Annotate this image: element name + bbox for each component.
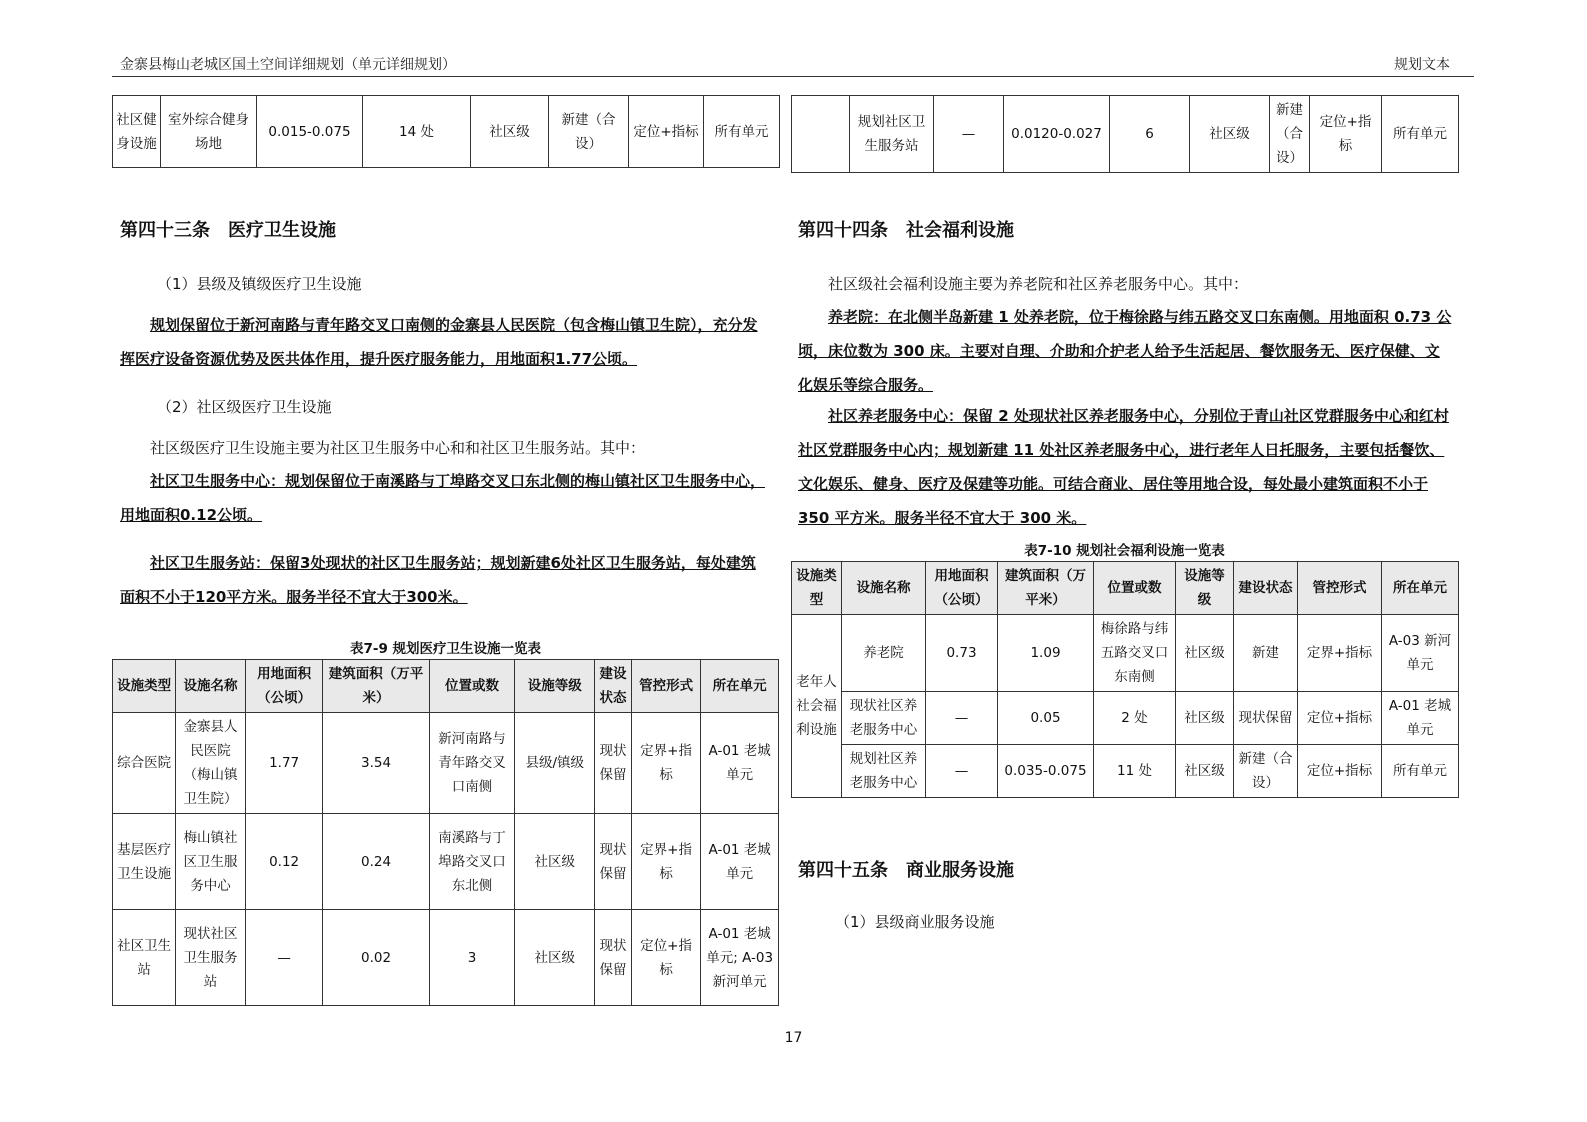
table-cell: 现状保留 bbox=[595, 713, 632, 814]
table-cell: 室外综合健身场地 bbox=[161, 96, 257, 168]
table-caption: 表7-10 规划社会福利设施一览表 bbox=[1024, 543, 1225, 559]
table-cell: A-01 老城单元 bbox=[701, 814, 779, 910]
table-cell: 14 处 bbox=[363, 96, 471, 168]
table-cell: 新建 bbox=[1234, 615, 1298, 692]
table-cell: 社区级 bbox=[1176, 615, 1234, 692]
table-cell: 11 处 bbox=[1094, 745, 1176, 798]
table-cell: A-03 新河单元 bbox=[1382, 615, 1459, 692]
table-cell: 新建（合设） bbox=[549, 96, 629, 168]
table-header-cell: 设施等级 bbox=[1176, 562, 1234, 615]
table-row bbox=[113, 713, 779, 814]
table-cell: 社区级 bbox=[471, 96, 549, 168]
paragraph-health-center: 社区卫生服务中心：规划保留位于南溪路与丁埠路交叉口东北侧的梅山镇社区卫生服务中心，用地面积0.12公顷。 bbox=[120, 472, 766, 524]
table-cell: 所有单元 bbox=[1382, 745, 1459, 798]
table-cell: 新建（合设） bbox=[1270, 96, 1310, 173]
table-header-cell: 设施等级 bbox=[515, 660, 595, 713]
table-cell: 0.05 bbox=[998, 692, 1094, 745]
table-cell: 社区级 bbox=[1176, 745, 1234, 798]
document-title: 金寨县梅山老城区国土空间详细规划（单元详细规划） bbox=[120, 57, 456, 73]
table-row bbox=[792, 692, 1459, 745]
table-header-cell: 设施类型 bbox=[792, 562, 842, 615]
paragraph-county-hospital: 规划保留位于新河南路与青年路交叉口南侧的金寨县人民医院（包含梅山镇卫生院），充分发挥医疗设备资源优势及医共体作用，提升医疗服务能力，用地面积1.77公顷。 bbox=[120, 316, 758, 368]
welfare-facilities-table bbox=[791, 539, 1458, 798]
table-header-cell: 建筑面积（万平米） bbox=[998, 562, 1094, 615]
table-cell: 现状社区卫生服务站 bbox=[176, 910, 245, 1006]
table-cell: 2 处 bbox=[1094, 692, 1176, 745]
table-cell: 定位+指标 bbox=[631, 910, 700, 1006]
paragraph-community-medical-intro: 社区级医疗卫生设施主要为社区卫生服务中心和和社区卫生服务站。其中： bbox=[150, 439, 646, 457]
table-cell: 0.035-0.075 bbox=[998, 745, 1094, 798]
table-header-cell: 建设状态 bbox=[1234, 562, 1298, 615]
header-divider bbox=[112, 76, 1474, 77]
table-row bbox=[113, 814, 779, 910]
table-cell: 现状保留 bbox=[1234, 692, 1298, 745]
table-header-cell: 所在单元 bbox=[1382, 562, 1459, 615]
table-cell: 社区级 bbox=[1190, 96, 1270, 173]
table-cell: A-01 老城单元 bbox=[701, 713, 779, 814]
table-cell: 定界+指标 bbox=[631, 814, 700, 910]
table-cell: 综合医院 bbox=[113, 713, 176, 814]
table-header-cell: 设施类型 bbox=[113, 660, 176, 713]
table-cell: 现状社区养老服务中心 bbox=[842, 692, 926, 745]
table-row bbox=[792, 745, 1459, 798]
paragraph-elderly-service-center: 社区养老服务中心：保留 2 处现状社区养老服务中心，分别位于青山社区党群服务中心和红村社区党群服务中心内；规划新建 11 处社区养老服务中心，进行老年人日托服务，主要包括餐饮、文化娱乐、健身、医疗及保建等功能。可结合商业、居住等用地合设，每处最小建筑面积不小于 350 平方米。服务半径不宜大于 300 米。 bbox=[798, 407, 1449, 527]
table-cell: 社区健身设施 bbox=[113, 96, 161, 168]
table-header-cell: 位置或数 bbox=[429, 660, 515, 713]
table-header-cell: 建筑面积（万平米） bbox=[323, 660, 429, 713]
table-cell: 现状保留 bbox=[595, 814, 632, 910]
document-type: 规划文本 bbox=[1394, 57, 1450, 73]
table-cell: 1.77 bbox=[245, 713, 323, 814]
table-cell: 0.73 bbox=[926, 615, 998, 692]
table-cell: 定界+指标 bbox=[1298, 615, 1382, 692]
paragraph-nursing-home: 养老院：在北侧半岛新建 1 处养老院，位于梅徐路与纬五路交叉口东南侧。用地面积 0.73 公顷，床位数为 300 床。主要对自理、介助和介护老人给予生活起居、餐饮服务无、医疗保健、文化娱乐等综合服务。 bbox=[798, 308, 1452, 394]
table-cell: 基层医疗卫生设施 bbox=[113, 814, 176, 910]
table-cell: 定界+指标 bbox=[631, 713, 700, 814]
table-cell: 0.015-0.075 bbox=[257, 96, 363, 168]
table-cell: 3 bbox=[429, 910, 515, 1006]
table-cell: 养老院 bbox=[842, 615, 926, 692]
top-right-table bbox=[791, 95, 1459, 173]
subheading-community-medical: （2）社区级医疗卫生设施 bbox=[157, 398, 332, 416]
subheading-county-medical: （1）县级及镇级医疗卫生设施 bbox=[157, 275, 362, 293]
table-row bbox=[113, 910, 779, 1006]
table-cell: 规划社区卫生服务站 bbox=[850, 96, 934, 173]
subheading-county-commercial: （1）县级商业服务设施 bbox=[835, 913, 995, 931]
table-header-cell: 建设状态 bbox=[595, 660, 632, 713]
section-heading-45: 第四十五条 商业服务设施 bbox=[798, 860, 1014, 881]
table-cell: 社区级 bbox=[515, 910, 595, 1006]
table-cell: 新建（合设） bbox=[1234, 745, 1298, 798]
section-heading-44: 第四十四条 社会福利设施 bbox=[798, 220, 1014, 241]
table-cell: — bbox=[245, 910, 323, 1006]
table-caption: 表7-9 规划医疗卫生设施一览表 bbox=[349, 641, 542, 657]
table-cell: 新河南路与青年路交叉口南侧 bbox=[429, 713, 515, 814]
paragraph-health-station: 社区卫生服务站：保留3处现状的社区卫生服务站；规划新建6处社区卫生服务站，每处建筑面积不小于120平方米。服务半径不宜大于300米。 bbox=[120, 554, 756, 606]
table-cell: 所有单元 bbox=[704, 96, 780, 168]
table-header-cell: 位置或数 bbox=[1094, 562, 1176, 615]
table-cell: 定位+指标 bbox=[1310, 96, 1382, 173]
table-cell: 梅山镇社区卫生服务中心 bbox=[176, 814, 245, 910]
section-heading-43: 第四十三条 医疗卫生设施 bbox=[120, 220, 336, 241]
table-cell: 定位+指标 bbox=[1298, 692, 1382, 745]
paragraph-welfare-intro: 社区级社会福利设施主要为养老院和社区养老服务中心。其中： bbox=[828, 275, 1249, 293]
table-cell: 梅徐路与纬五路交叉口东南侧 bbox=[1094, 615, 1176, 692]
table-cell: — bbox=[934, 96, 1004, 173]
table-cell: 定位+指标 bbox=[629, 96, 704, 168]
table-cell: 1.09 bbox=[998, 615, 1094, 692]
table-cell: A-01 老城单元 bbox=[1382, 692, 1459, 745]
table-cell: 社区级 bbox=[1176, 692, 1234, 745]
table-cell: 现状保留 bbox=[595, 910, 632, 1006]
table-cell: 0.12 bbox=[245, 814, 323, 910]
table-cell: — bbox=[926, 692, 998, 745]
table-header-cell: 管控形式 bbox=[1298, 562, 1382, 615]
table-cell: A-01 老城单元; A-03 新河单元 bbox=[701, 910, 779, 1006]
page-number: 17 bbox=[784, 1030, 803, 1046]
top-left-table bbox=[112, 95, 780, 168]
table-cell: 县级/镇级 bbox=[515, 713, 595, 814]
table-header-cell: 用地面积（公顷） bbox=[245, 660, 323, 713]
table-cell bbox=[792, 96, 850, 173]
table-header-cell: 管控形式 bbox=[631, 660, 700, 713]
table-row bbox=[792, 615, 1459, 692]
table-cell: 6 bbox=[1110, 96, 1190, 173]
table-header-cell: 所在单元 bbox=[701, 660, 779, 713]
table-cell: 3.54 bbox=[323, 713, 429, 814]
table-header-cell: 设施名称 bbox=[842, 562, 926, 615]
table-cell: — bbox=[926, 745, 998, 798]
table-cell: 社区级 bbox=[515, 814, 595, 910]
table-cell: 社区卫生站 bbox=[113, 910, 176, 1006]
table-header-cell: 设施名称 bbox=[176, 660, 245, 713]
table-cell: 老年人社会福利设施 bbox=[792, 615, 842, 798]
medical-facilities-table bbox=[112, 637, 779, 1006]
table-cell: 0.02 bbox=[323, 910, 429, 1006]
table-cell: 金寨县人民医院（梅山镇卫生院） bbox=[176, 713, 245, 814]
table-header-cell: 用地面积（公顷） bbox=[926, 562, 998, 615]
table-cell: 0.0120-0.027 bbox=[1004, 96, 1110, 173]
table-cell: 定位+指标 bbox=[1298, 745, 1382, 798]
table-cell: 所有单元 bbox=[1382, 96, 1459, 173]
table-cell: 规划社区养老服务中心 bbox=[842, 745, 926, 798]
table-cell: 0.24 bbox=[323, 814, 429, 910]
table-cell: 南溪路与丁埠路交叉口东北侧 bbox=[429, 814, 515, 910]
